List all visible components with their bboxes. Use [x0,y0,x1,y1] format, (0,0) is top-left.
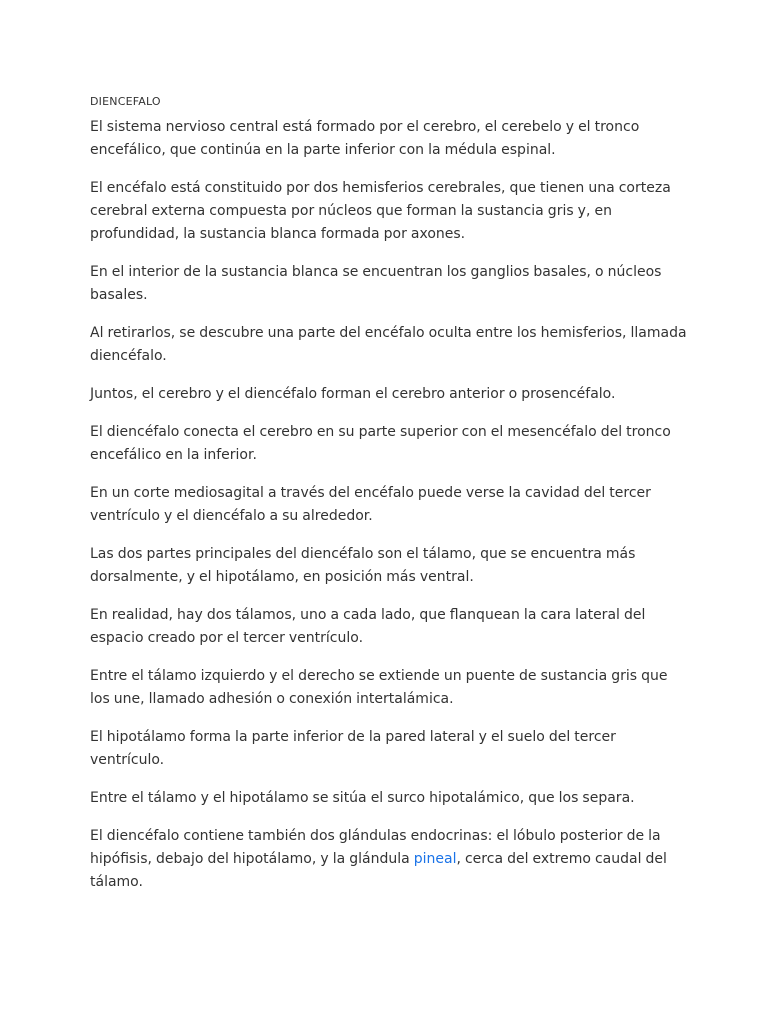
paragraph-12: Entre el tálamo y el hipotálamo se sitúa el surco hipotalámico, que los separa. [90,790,635,806]
paragraph-4: Al retirarlos, se descubre una parte del encéfalo oculta entre los hemisferios, llamada diencéfalo. [90,325,687,364]
paragraph-13-before-link: El diencéfalo contiene también dos glándulas endocrinas: el lóbulo posterior de la hipófisis, debajo del hipotálamo, y la glándula [90,828,661,867]
paragraph-8: Las dos partes principales del diencéfalo son el tálamo, que se encuentra más dorsalmente, y el hipotálamo, en posición más ventral. [90,546,636,585]
document-title: DIENCEFALO [90,95,161,108]
pineal-link[interactable]: pineal [413,851,457,867]
paragraph-6: El diencéfalo conecta el cerebro en su parte superior con el mesencéfalo del tronco encefálico en la inferior. [90,424,671,463]
document-page [90,94,690,909]
paragraph-5: Juntos, el cerebro y el diencéfalo forman el cerebro anterior o prosencéfalo. [90,386,616,402]
paragraph-2: El encéfalo está constituido por dos hemisferios cerebrales, que tienen una corteza cerebral externa compuesta por núcleos que forman la sustancia gris y, en profundidad, la sustancia blanca formada por axones. [90,180,671,242]
paragraph-10: Entre el tálamo izquierdo y el derecho se extiende un puente de sustancia gris que los une, llamado adhesión o conexión intertalámica. [90,668,668,707]
paragraph-13-after-link: , cerca del extremo caudal del tálamo. [90,851,667,890]
paragraph-7: En un corte mediosagital a través del encéfalo puede verse la cavidad del tercer ventrículo y el diencéfalo a su alrededor. [90,485,651,524]
paragraph-1: El sistema nervioso central está formado por el cerebro, el cerebelo y el tronco encefálico, que continúa en la parte inferior con la médula espinal. [90,119,640,158]
paragraph-11: El hipotálamo forma la parte inferior de la pared lateral y el suelo del tercer ventrículo. [90,729,616,768]
paragraph-3: En el interior de la sustancia blanca se encuentran los ganglios basales, o núcleos basales. [90,264,662,303]
paragraph-13 [90,825,690,894]
paragraph-9: En realidad, hay dos tálamos, uno a cada lado, que flanquean la cara lateral del espacio creado por el tercer ventrículo. [90,607,646,646]
